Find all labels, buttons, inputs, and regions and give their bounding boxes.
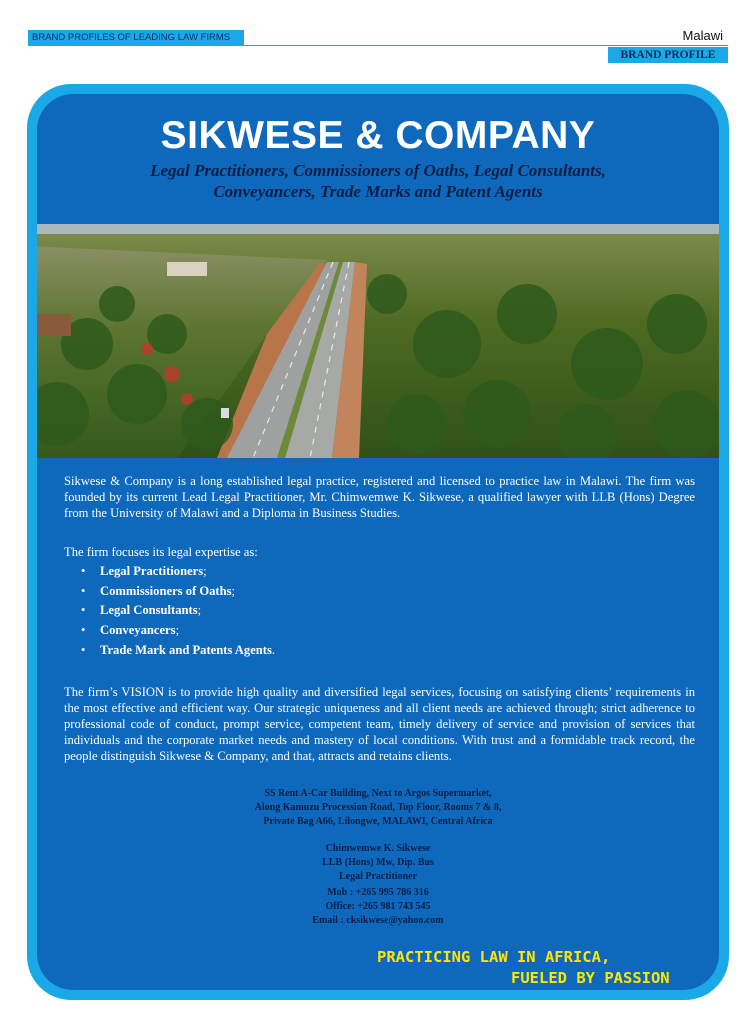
intro-paragraph: Sikwese & Company is a long established legal practice, registered and licensed to practice law in Malawi. The firm was founded by its current Lead Legal Practitioner, Mr. Chimwemwe K. Sikwese, a qualified lawyer with LLB (Hons) Degree from the University of Malawi and a Diploma in Business Studies. bbox=[64, 474, 695, 520]
firm-subtitle bbox=[67, 160, 689, 202]
focus-item-label: Conveyancers bbox=[100, 623, 176, 638]
section-banner: BRAND PROFILES OF LEADING LAW FIRMS bbox=[28, 30, 244, 45]
list-item bbox=[81, 621, 275, 641]
focus-item-label: Commissioners of Oaths bbox=[100, 583, 232, 598]
address-line: Along Kamuzu Procession Road, Top Floor, Rooms 7 & 8, bbox=[254, 802, 502, 813]
brand-profile-tag: BRAND PROFILE bbox=[608, 47, 728, 63]
list-item bbox=[81, 562, 275, 582]
person-role: Legal Practitioner bbox=[338, 871, 418, 882]
list-item bbox=[81, 641, 275, 661]
tagline-line: PRACTICING LAW IN AFRICA, bbox=[377, 948, 611, 966]
header-divider bbox=[28, 45, 728, 46]
focus-item-punct: ; bbox=[175, 623, 180, 638]
focus-intro: The firm focuses its legal expertise as: bbox=[64, 545, 258, 559]
focus-item-label: Legal Practitioners bbox=[100, 564, 204, 578]
email-address[interactable]: Email : cksikwese@yahoo.com bbox=[312, 915, 444, 926]
person-qualification: LLB (Hons) Mw, Dip. Bus bbox=[322, 857, 434, 868]
address-block bbox=[37, 787, 719, 829]
phone-block bbox=[37, 886, 719, 928]
focus-list bbox=[81, 562, 275, 660]
focus-item-punct: ; bbox=[203, 564, 207, 578]
focus-item-punct: ; bbox=[231, 583, 236, 598]
address-line: SS Rent A-Car Building, Next to Argos Supermarket, bbox=[264, 788, 492, 799]
focus-item-punct: ; bbox=[197, 603, 202, 618]
list-item bbox=[81, 601, 275, 621]
subtitle-line: Conveyancers, Trade Marks and Patent Agents bbox=[213, 182, 543, 201]
firm-title: SIKWESE & COMPANY bbox=[160, 114, 596, 157]
tagline-line: FUELED BY PASSION bbox=[511, 969, 670, 987]
profile-panel bbox=[37, 94, 719, 990]
aerial-road-photo bbox=[37, 224, 719, 458]
person-block bbox=[37, 842, 719, 884]
address-line: Private Bag A66, Lilongwe, MALAWI, Central Africa bbox=[263, 816, 493, 827]
focus-item-punct: . bbox=[271, 642, 276, 657]
country-label: Malawi bbox=[682, 28, 723, 43]
vision-paragraph: The firm’s VISION is to provide high quality and diversified legal services, focusing on satisfying clients’ requirements in the most effective and efficient way. Our strategic uniqueness and all client needs are achieved through; strict adherence to professional code of conduct, prompt service, competent team, timely delivery of service and provision of services that individuals and the corporate market needs and mastery of local conditions. With trust and a formidable track record, the people distinguish Sikwese & Company, and that, attracts and retains clients. bbox=[64, 685, 695, 763]
focus-item-label: Trade Mark and Patents Agents bbox=[100, 642, 272, 657]
mobile-number: Mob : +265 995 786 316 bbox=[327, 887, 429, 898]
person-name: Chimwemwe K. Sikwese bbox=[325, 843, 431, 854]
office-number: Office: +265 981 743 545 bbox=[325, 901, 431, 912]
focus-item-label: Legal Consultants bbox=[100, 603, 198, 618]
list-item bbox=[81, 582, 275, 602]
subtitle-line: Legal Practitioners, Commissioners of Oaths, Legal Consultants, bbox=[150, 161, 606, 180]
